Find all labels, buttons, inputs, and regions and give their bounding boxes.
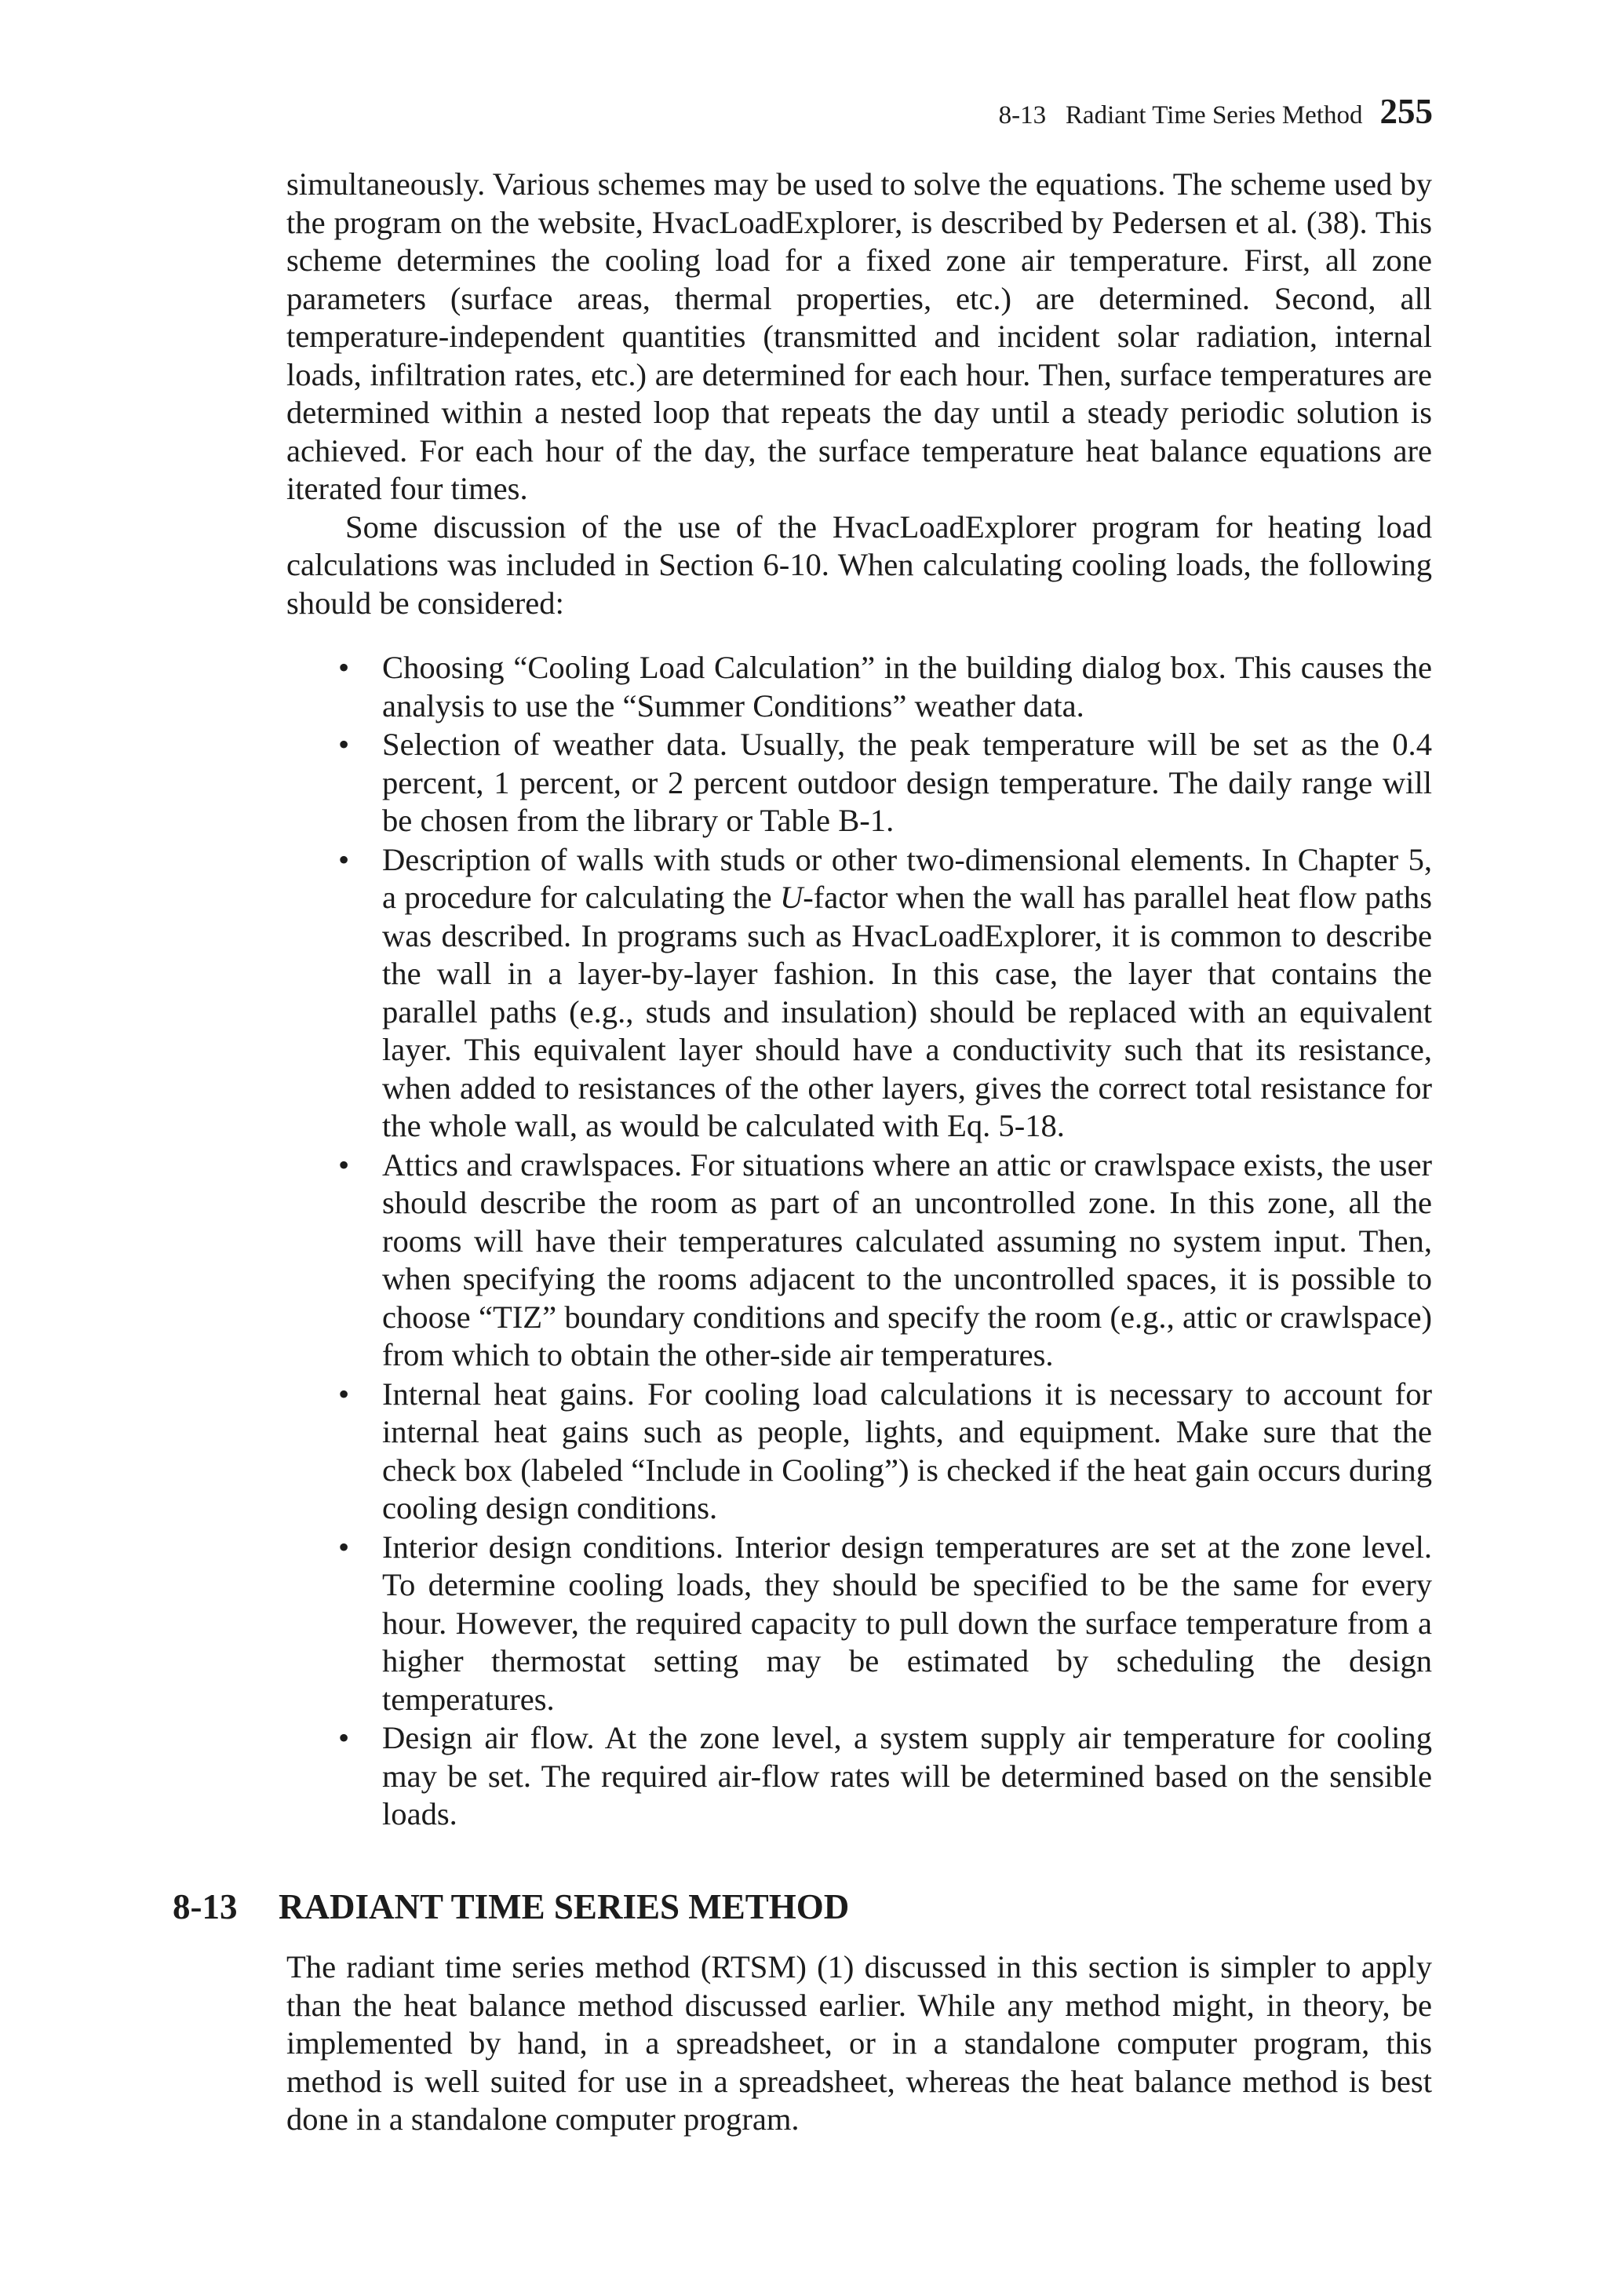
list-item-text: Interior design conditions. Interior design temperatures are set at the zone level. To determine cooling loads, they should be specified to be the same for every hour. However, the required capacity to pull down the surface temperature from a higher thermostat setting may be estimated by scheduling the design temperatures. <box>382 1529 1432 1717</box>
second-paragraph: Some discussion of the use of the HvacLoadExplorer program for heating load calculations was included in Section 6-10. When calculating cooling loads, the following should be considered: <box>286 508 1432 621</box>
list-item-text: Attics and crawlspaces. For situations where an attic or crawlspace exists, the user should describe the room as part of an uncontrolled zone. In this zone, all the rooms will have their temperatures calculated assuming no system input. Then, when specifying the rooms adjacent to the uncontrolled spaces, it is possible to choose “TIZ” boundary conditions and specify the room (e.g., attic or crawlspace) from which to obtain the other-side air temperatures. <box>382 1146 1432 1372</box>
section-paragraph: The radiant time series method (RTSM) (1) discussed in this section is simpler to apply than the heat balance method discussed earlier. While any method might, in theory, be implemented by hand, in a spreadsheet, or in a standalone computer program, this method is well suited for use in a spreadsheet, whereas the heat balance method is best done in a standalone computer program. <box>286 1949 1432 2137</box>
intro-paragraph: simultaneously. Various schemes may be used to solve the equations. The scheme used by the program on the website, HvacLoadExplorer, is described by Pedersen et al. (38). This scheme determines the cooling load for a fixed zone air temperature. First, all zone parameters (surface areas, thermal properties, etc.) are determined. Second, all temperature-independent quantities (transmitted and incident solar radiation, internal loads, infiltration rates, etc.) are determined for each hour. Then, surface temperatures are determined within a nested loop that repeats the day until a steady periodic solution is achieved. For each hour of the day, the surface temperature heat balance equations are iterated four times. <box>286 166 1432 506</box>
bullet-icon: • <box>338 841 350 877</box>
list-item-text: Selection of weather data. Usually, the peak temperature will be set as the 0.4 percent, 1 percent, or 2 percent outdoor design temperature. The daily range will be chosen from the library or Table B-1. <box>382 727 1432 838</box>
page-number: 255 <box>1379 92 1433 131</box>
italic-u-symbol: U <box>779 880 804 915</box>
body-text <box>286 166 1432 1835</box>
list-item <box>286 1529 1432 1719</box>
list-item-text: Design air flow. At the zone level, a system supply air temperature for cooling may be set. The required air-flow rates will be determined based on the sensible loads. <box>382 1720 1432 1831</box>
running-head <box>999 88 1433 139</box>
bullet-icon: • <box>338 1376 350 1412</box>
section-number: 8-13 <box>173 1887 238 1926</box>
list-item <box>286 726 1432 840</box>
list-item <box>286 841 1432 1146</box>
bullet-icon: • <box>338 1146 350 1183</box>
bullet-icon: • <box>338 650 350 685</box>
list-item <box>286 649 1432 725</box>
text-segment: -factor when the wall has parallel heat flow paths was described. In programs such as HvacLoadExplorer, it is common to describe the wall in a layer-by-layer fashion. In this case, the layer that contains the parallel paths (e.g., studs and insulation) should be replaced with an equivalent layer. This equivalent layer should have a conductivity such that its resistance, when added to resistances of the other layers, gives the correct total resistance for the whole wall, as would be calculated with Eq. 5-18. <box>382 880 1432 1143</box>
bullet-icon: • <box>338 1720 350 1755</box>
list-item-text: Choosing “Cooling Load Calculation” in the building dialog box. This causes the analysis to use the “Summer Conditions” weather data. <box>382 650 1432 723</box>
bullet-icon: • <box>338 727 350 762</box>
text-segment: Description of walls with studs or other two-dimensional elements. In Chapter 5, a procedure for calculating the <box>382 841 1432 915</box>
list-item <box>286 1146 1432 1375</box>
running-title: 8-13 Radiant Time Series Method <box>998 101 1363 129</box>
bullet-icon: • <box>338 1529 350 1565</box>
list-item-text: Internal heat gains. For cooling load calculations it is necessary to account for internal heat gains such as people, lights, and equipment. Make sure that the check box (labeled “Include in Cooling”) is checked if the heat gain occurs during cooling design conditions. <box>382 1376 1432 1525</box>
consideration-list <box>286 649 1432 1834</box>
list-item <box>286 1719 1432 1834</box>
list-item <box>286 1376 1432 1528</box>
section-title: RADIANT TIME SERIES METHOD <box>279 1887 850 1926</box>
section-heading <box>173 1883 849 1930</box>
list-item-text <box>382 841 1432 1146</box>
section-body <box>286 1948 1432 2139</box>
